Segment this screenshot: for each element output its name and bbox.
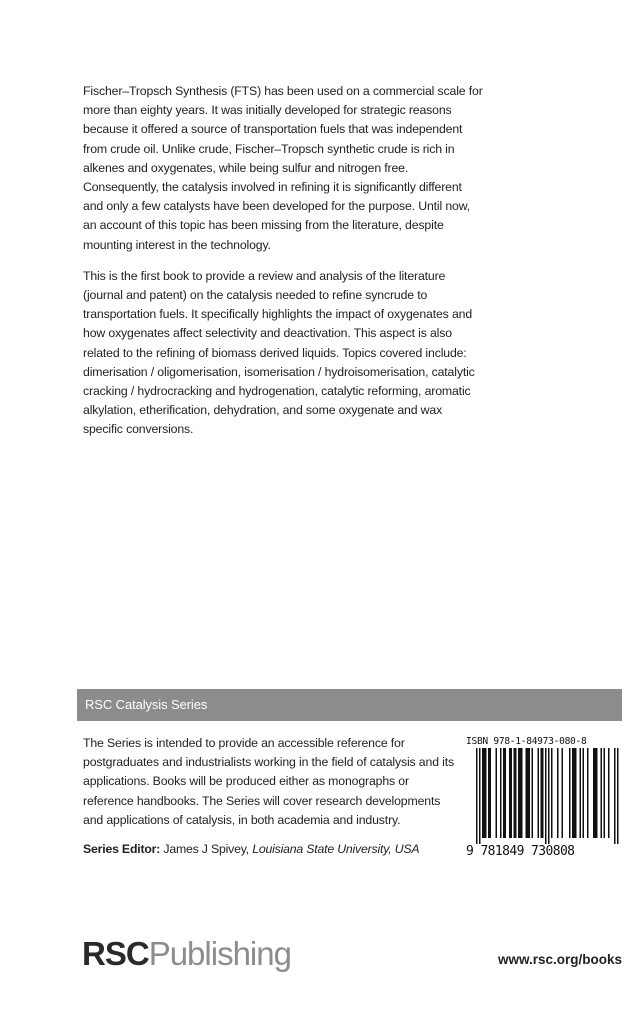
barcode-bar: [596, 748, 598, 838]
barcode-bar: [574, 748, 576, 838]
barcode-bar: [479, 748, 481, 844]
series-info: [83, 734, 455, 859]
barcode-bar: [476, 748, 478, 844]
barcode-bar: [593, 748, 595, 838]
series-description: The Series is intended to provide an accessible reference for postgraduates and industrialists working in the field of catalysis and its applications. Books will be produced either as monographs or reference handbooks. The Series will cover research developments and applications of catalysis, in both academia and industry.: [83, 736, 454, 827]
book-blurb: [83, 82, 483, 452]
barcode-bar: [604, 748, 606, 838]
publisher-logo: [82, 935, 291, 973]
barcode-bar: [490, 748, 492, 838]
barcode-bar: [500, 748, 502, 838]
barcode-bar: [514, 748, 516, 838]
logo-rsc: RSC: [82, 935, 149, 972]
barcode-bar: [505, 748, 507, 838]
barcode-bar: [583, 748, 585, 838]
barcode-bar: [521, 748, 523, 838]
series-editor-name: James J Spivey,: [160, 842, 253, 857]
barcode-bar: [580, 748, 582, 838]
series-title-bar: [77, 689, 622, 721]
blurb-paragraph-1: Fischer–Tropsch Synthesis (FTS) has been used on a commercial scale for more than eighty years. It was initially developed for strategic reasons because it offered a source of transportation fuels that was independent from crude oil. Unlike crude, Fischer–Tropsch synthetic crude is rich in alkenes and oxygenates, while being sulfur and nitrogen free. Consequently, the catalysis involved in refining it is significantly different and only a few catalysts have been developed for the purpose. Until now, an account of this topic has been missing from the literature, despite mounting interest in the technology.: [83, 84, 483, 252]
barcode-bar: [484, 748, 486, 838]
barcode-bar: [557, 748, 559, 838]
barcode-bar: [488, 748, 490, 838]
barcode-bar: [526, 748, 528, 838]
barcode-bar: [542, 748, 544, 838]
isbn-text: ISBN 978-1-84973-080-8: [466, 736, 587, 747]
barcode-bar: [532, 748, 534, 838]
barcode-bar: [520, 748, 522, 838]
barcode-bar: [572, 748, 574, 838]
barcode-bar: [595, 748, 597, 838]
barcode-bar: [551, 748, 553, 838]
barcode-bar: [587, 748, 589, 838]
barcode-bar: [548, 748, 550, 844]
series-editor: [83, 840, 455, 859]
blurb-paragraph-2: This is the first book to provide a review and analysis of the literature (journal and patent) on the catalysis needed to refine syncrude to transportation fuels. It specifically highlights the impact of oxygenates and how oxygenates affect selectivity and deactivation. This aspect is also related to the refining of biomass derived liquids. Topics covered include: dimerisation / oligomerisation, isomerisation / hydroisomerisation, catalytic cracking / hydrocracking and hydrogenation, catalytic reforming, aromatic alkylation, etherification, dehydration, and some oxygenate and wax specific conversions.: [83, 268, 475, 437]
barcode-bar: [569, 748, 571, 838]
barcode-bar: [518, 748, 520, 838]
barcode-bar: [614, 748, 616, 844]
isbn-barcode: [466, 736, 622, 860]
barcode-bar: [511, 748, 513, 838]
series-editor-affiliation: Louisiana State University, USA: [252, 842, 420, 857]
barcode-bar: [482, 748, 484, 838]
barcode-bar: [503, 748, 505, 838]
barcode-bar: [515, 748, 517, 838]
barcode-bar: [575, 748, 577, 838]
barcode-bar: [608, 748, 610, 838]
series-title: RSC Catalysis Series: [85, 697, 208, 712]
barcode-bar: [509, 748, 511, 838]
barcode-bar: [529, 748, 531, 838]
barcode-bar: [496, 748, 498, 838]
barcode-bar: [485, 748, 487, 838]
barcode-bar: [562, 748, 564, 838]
barcode-bar: [601, 748, 603, 838]
barcode-bar: [541, 748, 543, 838]
barcode-bars: [466, 748, 622, 844]
barcode-bar: [617, 748, 619, 844]
barcode-bar: [527, 748, 529, 838]
barcode-bar: [538, 748, 540, 838]
publisher-url: www.rsc.org/books: [497, 952, 622, 967]
isbn-digits: 9 781849 730808: [466, 844, 575, 859]
logo-publishing: Publishing: [148, 935, 291, 972]
series-editor-label: Series Editor:: [83, 842, 161, 857]
barcode-bar: [545, 748, 547, 844]
